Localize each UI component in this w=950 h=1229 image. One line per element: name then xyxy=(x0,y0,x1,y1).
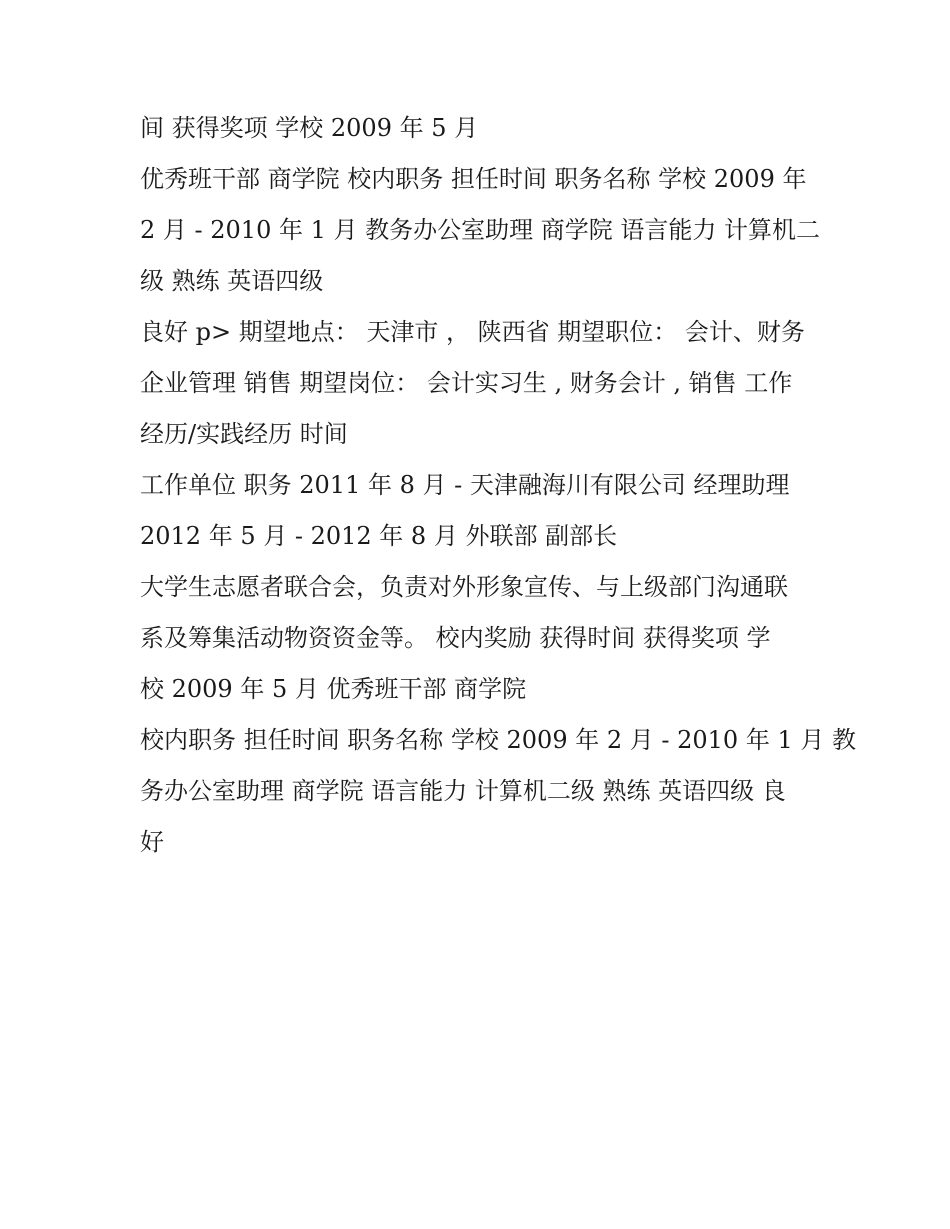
text-line: 良好 p> 期望地点： 天津市 ， 陕西省 期望职位： 会计、财务 xyxy=(140,318,805,346)
text-line: 好 xyxy=(140,828,164,856)
text-line: 系及筹集活动物资资金等。 校内奖励 获得时间 获得奖项 学 xyxy=(140,624,771,652)
text-line: 大学生志愿者联合会，负责对外形象宣传、与上级部门沟通联 xyxy=(140,573,788,601)
text-line: 间 获得奖项 学校 2009 年 5 月 xyxy=(140,114,479,142)
text-line: 经历/实践经历 时间 xyxy=(140,420,348,448)
text-line: 2012 年 5 月 - 2012 年 8 月 外联部 副部长 xyxy=(140,522,618,550)
text-line: 校 2009 年 5 月 优秀班干部 商学院 xyxy=(140,675,527,703)
text-line: 校内职务 担任时间 职务名称 学校 2009 年 2 月 - 2010 年 1 月 教 xyxy=(140,726,856,754)
document-body xyxy=(140,103,856,868)
text-line: 级 熟练 英语四级 xyxy=(140,267,324,295)
text-line: 2 月 - 2010 年 1 月 教务办公室助理 商学院 语言能力 计算机二 xyxy=(140,216,821,244)
text-line: 企业管理 销售 期望岗位： 会计实习生 , 财务会计 , 销售 工作 xyxy=(140,369,793,397)
text-line: 务办公室助理 商学院 语言能力 计算机二级 熟练 英语四级 良 xyxy=(140,777,786,805)
text-line: 优秀班干部 商学院 校内职务 担任时间 职务名称 学校 2009 年 xyxy=(140,165,807,193)
text-line: 工作单位 职务 2011 年 8 月 - 天津融海川有限公司 经理助理 xyxy=(140,471,790,499)
